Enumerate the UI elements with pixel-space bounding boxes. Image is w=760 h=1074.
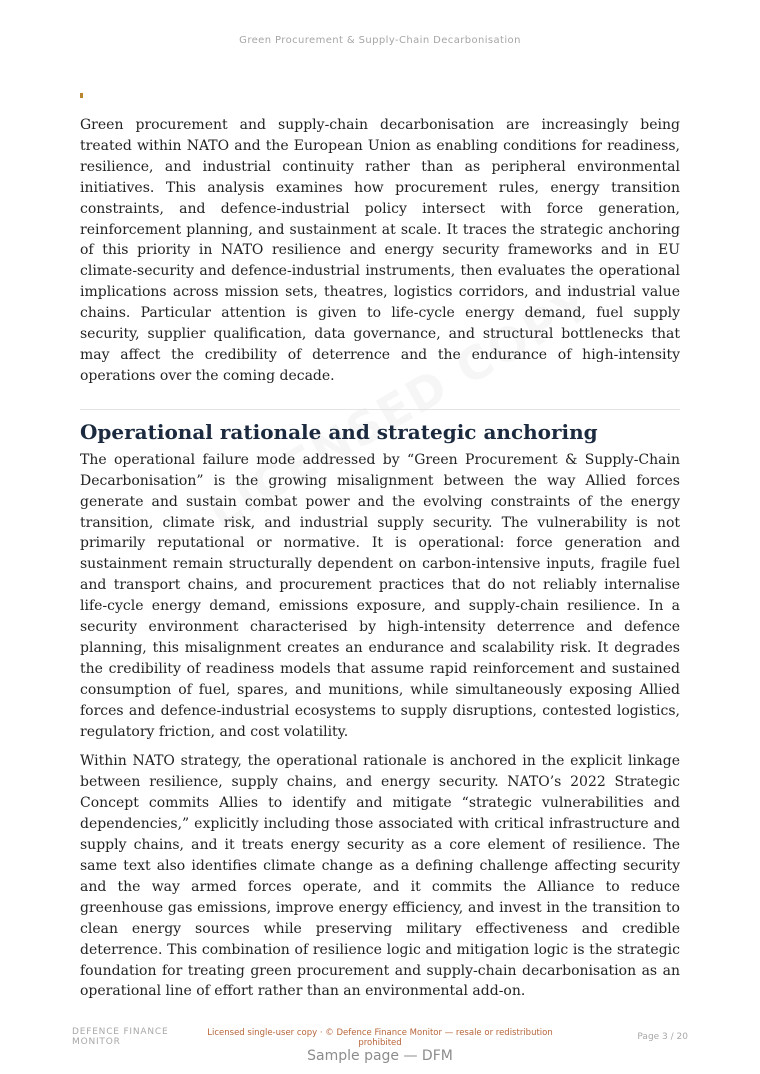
abstract-paragraph: Green procurement and supply-chain decarbonisation are increasingly being treated within NATO and the European Union as enabling conditions for readiness, resilience, and industrial continuity rather than as peripheral environmental initiatives. This analysis examines how procurement rules, energy transition constraints, and defence-industrial policy intersect with force generation, reinforcement planning, and sustainment at scale. It traces the strategic anchoring of this priority in NATO resilience and energy security frameworks and in EU climate-security and defence-industrial instruments, then evaluates the operational implications across mission sets, theatres, logistics corridors, and industrial value chains. Particular attention is given to life-cycle energy demand, fuel supply security, supplier qualification, data governance, and structural bottlenecks that may affect the credibility of deterrence and the endurance of high-intensity operations over the coming decade. [80,117,680,384]
accent-mark [80,93,83,98]
section-divider [80,409,680,410]
body-paragraph: The operational failure mode addressed by “Green Procurement & Supply-Chain Decarbonisation” is the growing misalignment between the way Allied forces generate and sustain combat power and the evolving constraints of the energy transition, climate risk, and industrial supply security. The vulnerability is not primarily reputational or normative. It is operational: force generation and sustainment remain structurally dependent on carbon-intensive inputs, fragile fuel and transport chains, and procurement practices that do not reliably internalise life-cycle energy demand, emissions exposure, and supply-chain resilience. In a security environment characterised by high-intensity deterrence and defence planning, this misalignment creates an endurance and scalability risk. It degrades the credibility of readiness models that assume rapid reinforcement and sustained consumption of fuel, spares, and munitions, while simultaneously exposing Allied forces and defence-industrial ecosystems to supply disruptions, contested logistics, regulatory friction, and cost volatility. [80,451,680,740]
running-header: Green Procurement & Supply-Chain Decarbonisation [239,35,521,46]
body-paragraph: Within NATO strategy, the operational rationale is anchored in the explicit linkage between resilience, supply chains, and energy security. NATO’s 2022 Strategic Concept commits Allies to identify and mitigate “strategic vulnerabilities and dependencies,” explicitly including those associated with critical infrastructure and supply chains, and it treats energy security as a core element of resilience. The same text also identifies climate change as a defining challenge affecting security and the way armed forces operate, and it commits the Alliance to reduce greenhouse gas emissions, improve energy efficiency, and invest in the transition to clean energy sources while preserving military effectiveness and credible deterrence. This combination of resilience logic and mitigation logic is the strategic foundation for treating green procurement and supply-chain decarbonisation as an operational line of effort rather than an environmental add-on. [80,753,680,1000]
section-heading: Operational rationale and strategic anchoring [80,419,598,444]
page-content [80,115,680,1002]
sample-page-label: Sample page — DFM [307,1048,453,1064]
footer-page-indicator: Page 3 / 20 [637,1032,688,1042]
footer-license-notice: Licensed single-user copy · © Defence Finance Monitor — resale or redistribution prohibited [207,1028,553,1048]
footer-publisher: DEFENCE FINANCE MONITOR [72,1027,169,1047]
